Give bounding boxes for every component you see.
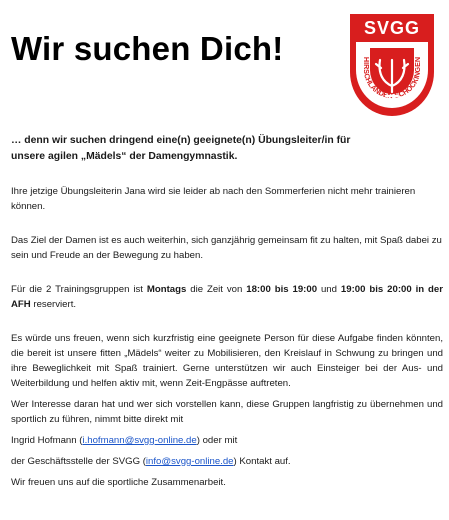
paragraph-interest: Wer Interesse daran hat und wer sich vorstellen kann, diese Gruppen langfristig zu übernehmen und sportlich zu führen, nimmt bitte direkt mit [11,399,443,425]
paragraph-trainer-leaving: Ihre jetzige Übungsleiterin Jana wird sie leider ab nach den Sommerferien nicht mehr trainieren können. [11,186,416,212]
email-link-info[interactable]: info@svgg-online.de [145,456,234,467]
schedule-time-1: 18:00 bis 19:00 [246,284,318,295]
paragraph-schedule: Für die 2 Trainingsgruppen ist Montags die Zeit von 18:00 bis 19:00 und 19:00 bis 20:00 in der AFH reserviert. [11,284,443,310]
logo-top-text: SVGG [363,18,421,38]
schedule-time-2: 19:00 bis 20:00 in der AFH [11,284,443,310]
lead-text [11,133,443,165]
document-body [11,133,443,490]
svgg-club-logo [346,10,438,120]
page-headline: Wir suchen Dich! [11,30,284,67]
schedule-day: Montags [146,284,187,295]
paragraph-closing: Wir freuen uns auf die sportliche Zusammenarbeit. [11,477,226,488]
paragraph-contact-person: Ingrid Hofmann (i.hofmann@svgg-online.de) oder mit [11,435,238,446]
lead-line-2: unsere agilen „Mädels“ der Damengymnastik. [11,151,238,162]
paragraph-request: Es würde uns freuen, wenn sich kurzfristig eine geeignete Person für diese Aufgabe finden könnten, die bereit ist unsere fitten „Mädels“ weiter zu Mobilisieren, den Kreislauf in Schwung zu bringen und ihre Beweglichkeit mit Spaß trainiert. Gerne unterstützen wir auch Einsteiger bei der Aus- und Weiterbildung und helfen aktiv mit, wenn Zeit-Engpässe auftreten. [11,333,443,389]
email-link-hofmann[interactable]: i.hofmann@svgg-online.de [82,435,197,446]
paragraph-goal: Das Ziel der Damen ist es auch weiterhin, sich ganzjährig gemeinsam fit zu halten, mit Spaß dabei zu sein und Freude an der Bewegung zu haben. [11,235,442,261]
logo-ring-text: HIRSCHLANDEN-SCHÖCKINGEN [361,56,422,101]
paragraph-contact-office: der Geschäftsstelle der SVGG (info@svgg-online.de) Kontakt auf. [11,456,291,467]
lead-line-1: … denn wir suchen dringend eine(n) geeignete(n) Übungsleiter/in für [11,135,351,146]
